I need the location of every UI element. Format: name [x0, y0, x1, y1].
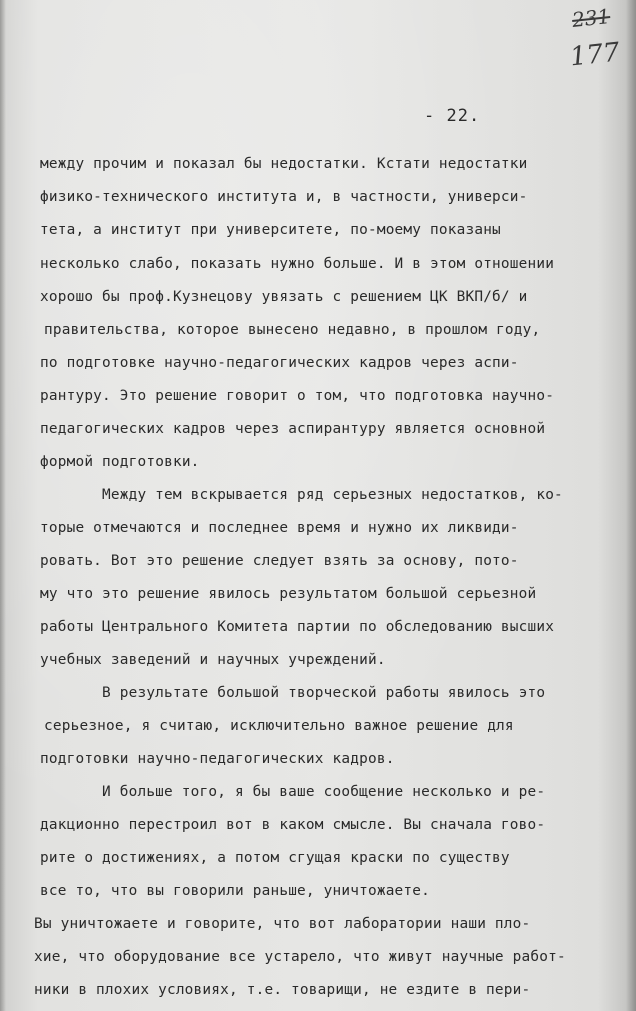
text-line: между прочим и показал бы недостатки. Кстати недостатки — [40, 156, 528, 172]
text-line: физико-технического института и, в частности, универси- — [40, 189, 528, 205]
text-line: ники в плохих условиях, т.е. товарищи, не ездите в пери- — [34, 982, 531, 998]
text-line: серьезное, я считаю, исключительно важное решение для — [44, 718, 514, 734]
text-line: хорошо бы проф.Кузнецову увязать с решением ЦК ВКП/б/ и — [40, 289, 528, 305]
text-line: подготовки научно-педагогических кадров. — [40, 751, 395, 767]
text-line: В результате большой творческой работы явилось это — [102, 685, 546, 701]
text-line: работы Центрального Комитета партии по обследованию высших — [40, 619, 555, 635]
text-line: му что это решение явилось результатом большой серьезной — [40, 586, 537, 602]
text-line: все то, что вы говорили раньше, уничтожаете. — [40, 883, 431, 899]
text-line: тета, а институт при университете, по-моему показаны — [40, 222, 501, 238]
text-line: учебных заведений и научных учреждений. — [40, 652, 386, 668]
text-line: по подготовке научно-педагогических кадров через аспи- — [40, 355, 519, 371]
text-line: ровать. Вот это решение следует взять за основу, пото- — [40, 553, 519, 569]
scan-edge-left — [0, 0, 6, 1011]
text-line: формой подготовки. — [40, 454, 200, 470]
archive-number-old: 231 — [570, 4, 612, 32]
text-line: дакционно перестроил вот в каком смысле. Вы сначала гово- — [40, 817, 546, 833]
scan-edge-right — [626, 0, 636, 1011]
text-line: хие, что оборудование все устарело, что живут научные работ- — [34, 949, 566, 965]
text-line: торые отмечаются и последнее время и нужно их ликвиди- — [40, 520, 519, 536]
text-line: педагогических кадров через аспирантуру является основной — [40, 421, 546, 437]
archive-number-new: 177 — [568, 37, 622, 73]
text-line: И больше того, я бы ваше сообщение несколько и ре- — [102, 784, 546, 800]
text-line: рите о достижениях, а потом сгущая краски по существу — [40, 850, 510, 866]
text-line: правительства, которое вынесено недавно, в прошлом году, — [44, 322, 541, 338]
text-line: рантуру. Это решение говорит о том, что подготовка научно- — [40, 388, 555, 404]
text-line: Вы уничтожаете и говорите, что вот лаборатории наши пло- — [34, 916, 531, 932]
text-line: Между тем вскрывается ряд серьезных недостатков, ко- — [102, 487, 563, 503]
page-number: - 22. — [424, 106, 481, 126]
text-line: несколько слабо, показать нужно больше. И в этом отношении — [40, 256, 555, 272]
